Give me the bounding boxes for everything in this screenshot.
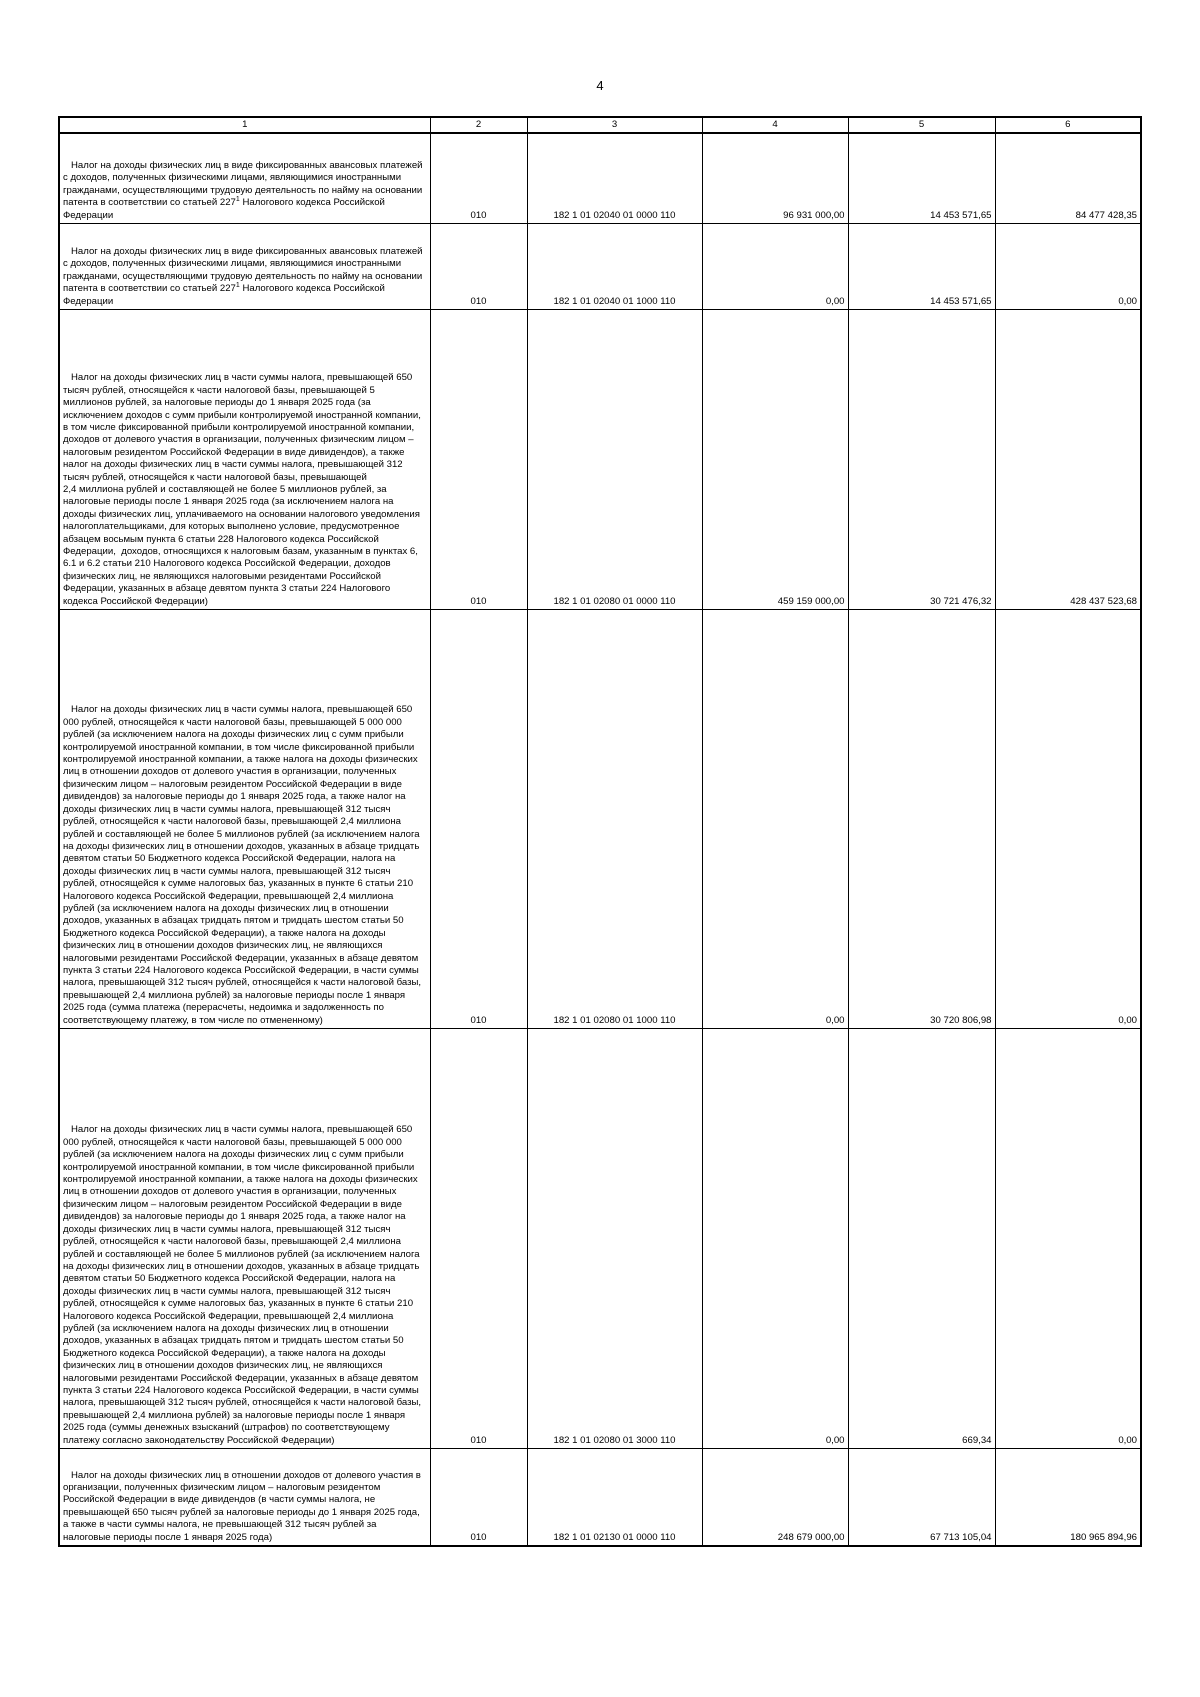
header-row: [59, 117, 1141, 133]
revenue-table: [58, 116, 1142, 1547]
table-row: [59, 224, 1141, 310]
row-name-text: Налог на доходы физических лиц в отношении доходов от долевого участия в организации, полученных физическим лицом – налоговым резидентом Российской Федерации в виде дивидендов (в части суммы налога, не превышающей 650 тысяч рублей за налоговые периоды до 1 января 2025 года, а также в части суммы налога, не превышающей 312 тысяч рублей за налоговые периоды после 1 января 2025 года): [63, 1469, 424, 1543]
remaining-amount: 0,00: [995, 610, 1141, 1029]
remaining-amount: 84 477 428,35: [995, 133, 1141, 224]
row-name-superscript: 1: [235, 196, 240, 203]
line-code: 010: [430, 224, 527, 310]
approved-amount: 0,00: [702, 1029, 848, 1449]
line-code: 010: [430, 310, 527, 610]
approved-amount: 459 159 000,00: [702, 310, 848, 610]
row-name-text-end: Налогового кодекса Российской Федерации: [63, 283, 388, 307]
remaining-amount: 0,00: [995, 224, 1141, 310]
row-name-text: Налог на доходы физических лиц в виде фиксированных авансовых платежей с доходов, полученных физическими лицами, являющимися иностранными гражданами, осуществляющими трудовую деятельность по найму на основании патента в соответствии со статьей 227: [63, 159, 426, 209]
approved-amount: 0,00: [702, 224, 848, 310]
line-code: 010: [430, 1029, 527, 1449]
row-name: [59, 310, 430, 610]
line-code: 010: [430, 610, 527, 1029]
row-name: [59, 610, 430, 1029]
executed-amount: 67 713 105,04: [848, 1449, 995, 1547]
row-name: [59, 224, 430, 310]
row-name-text: Налог на доходы физических лиц в части суммы налога, превышающей 650 000 рублей, относящейся к части налоговой базы, превышающей 5 000 000 рублей (за исключением налога на доходы физических лиц с сумм прибыли контролируемой иностранной компании, в том числе фиксированной прибыли контролируемой иностранной компании, а также налога на доходы физических лиц в отношении доходов от долевого участия в организации, полученных физическим лицом – налоговым резидентом Российской Федерации в виде дивидендов) за налоговые периоды до 1 января 2025 года, а также налог на доходы физических лиц в части суммы налога, превышающей 312 тысяч рублей, относящейся к части налоговой базы, превышающей 2,4 миллиона рублей и составляющей не более 5 миллионов рублей (за исключением налога на доходы физических лиц в отношении доходов, указанных в абзаце тридцать девятом статьи 50 Бюджетного кодекса Российской Федерации, налога на доходы физических лиц в части суммы налога, превышающей 312 тысяч рублей, относящейся к сумме налоговых баз, указанных в пункте 6 статьи 210 Налогового кодекса Российской Федерации, превышающей 2,4 миллиона рублей (за исключением налога на доходы физических лиц в отношении доходов, указанных в абзацах тридцать пятом и тридцать шестом статьи 50 Бюджетного кодекса Российской Федерации), а также налога на доходы физических лиц в отношении доходов физических лиц, не являющихся налоговыми резидентами Российской Федерации, указанных в абзаце девятом пункта 3 статьи 224 Налогового кодекса Российской Федерации, в части суммы налога, превышающей 312 тысяч рублей, относящейся к части налоговой базы, превышающей 2,4 миллиона рублей) за налоговые периоды после 1 января 2025 года (суммы денежных взысканий (штрафов) по соответствующему платежу согласно законодательству Российской Федерации): [63, 1124, 424, 1446]
table-row: [59, 310, 1141, 610]
line-code: 010: [430, 133, 527, 224]
line-code: 010: [430, 1449, 527, 1547]
budget-code: 182 1 01 02080 01 0000 110: [527, 310, 702, 610]
remaining-amount: 0,00: [995, 1029, 1141, 1449]
row-name-text: Налог на доходы физических лиц в виде фиксированных авансовых платежей с доходов, полученных физическими лицами, являющимися иностранными гражданами, осуществляющими трудовую деятельность по найму на основании патента в соответствии со статьей 227: [63, 245, 426, 295]
budget-code: 182 1 01 02080 01 3000 110: [527, 1029, 702, 1449]
row-name-text: Налог на доходы физических лиц в части суммы налога, превышающей 650 тысяч рублей, относящейся к части налоговой базы, превышающей 5 миллионов рублей, за налоговые периоды до 1 января 2025 года (за исключением доходов с сумм прибыли контролируемой иностранной компании, в том числе фиксированной прибыли контролируемой иностранной компании, доходов от долевого участия в организации, полученных физическим лицом – налоговым резидентом Российской Федерации в виде дивидендов), а также налог на доходы физических лиц в части суммы налога, превышающей 312 тысяч рублей, относящейся к части налоговой базы, превышающей 2,4 миллиона рублей и составляющей не более 5 миллионов рублей, за налоговые периоды после 1 января 2025 года (за исключением налога на доходы физических лиц, уплачиваемого на основании налогового уведомления налогоплательщиками, для которых выполнено условие, предусмотренное абзацем восьмым пункта 6 статьи 228 Налогового кодекса Российской Федерации, доходов, относящихся к налоговым базам, указанным в пунктах 6, 6.1 и 6.2 статьи 210 Налогового кодекса Российской Федерации, доходов физических лиц, не являющихся налоговыми резидентами Российской Федерации, указанных в абзаце девятом пункта 3 статьи 224 Налогового кодекса Российской Федерации): [63, 372, 421, 607]
table-row: [59, 133, 1141, 224]
column-header: 6: [995, 117, 1141, 133]
table-row: [59, 610, 1141, 1029]
budget-code: 182 1 01 02040 01 1000 110: [527, 224, 702, 310]
row-name-text: Налог на доходы физических лиц в части суммы налога, превышающей 650 000 рублей, относящейся к части налоговой базы, превышающей 5 000 000 рублей (за исключением налога на доходы физических лиц с сумм прибыли контролируемой иностранной компании, в том числе фиксированной прибыли контролируемой иностранной компании, а также налога на доходы физических лиц в отношении доходов от долевого участия в организации, полученных физическим лицом – налоговым резидентом Российской Федерации в виде дивидендов) за налоговые периоды до 1 января 2025 года, а также налог на доходы физических лиц в части суммы налога, превышающей 312 тысяч рублей, относящейся к части налоговой базы, превышающей 2,4 миллиона рублей и составляющей не более 5 миллионов рублей (за исключением налога на доходы физических лиц в отношении доходов, указанных в абзаце тридцать девятом статьи 50 Бюджетного кодекса Российской Федерации, налога на доходы физических лиц в части суммы налога, превышающей 312 тысяч рублей, относящейся к сумме налоговых баз, указанных в пункте 6 статьи 210 Налогового кодекса Российской Федерации, превышающей 2,4 миллиона рублей (за исключением налога на доходы физических лиц в отношении доходов, указанных в абзацах тридцать пятом и тридцать шестом статьи 50 Бюджетного кодекса Российской Федерации), а также налога на доходы физических лиц в отношении доходов физических лиц, не являющихся налоговыми резидентами Российской Федерации, указанных в абзаце девятом пункта 3 статьи 224 Налогового кодекса Российской Федерации, в части суммы налога, превышающей 312 тысяч рублей, относящейся к части налоговой базы, превышающей 2,4 миллиона рублей) за налоговые периоды после 1 января 2025 года (сумма платежа (перерасчеты, недоимка и задолженность по соответствующему платежу, в том числе по отмененному): [63, 704, 424, 1026]
row-name-superscript: 1: [235, 282, 240, 289]
approved-amount: 248 679 000,00: [702, 1449, 848, 1547]
column-header: 2: [430, 117, 527, 133]
approved-amount: 0,00: [702, 610, 848, 1029]
row-name-text-end: Налогового кодекса Российской Федерации: [63, 197, 388, 221]
row-name: [59, 1449, 430, 1547]
executed-amount: 669,34: [848, 1029, 995, 1449]
column-header: 1: [59, 117, 430, 133]
row-name: [59, 133, 430, 224]
remaining-amount: 180 965 894,96: [995, 1449, 1141, 1547]
approved-amount: 96 931 000,00: [702, 133, 848, 224]
budget-code: 182 1 01 02130 01 0000 110: [527, 1449, 702, 1547]
column-header: 5: [848, 117, 995, 133]
executed-amount: 14 453 571,65: [848, 224, 995, 310]
page-number: 4: [596, 78, 604, 93]
remaining-amount: 428 437 523,68: [995, 310, 1141, 610]
table-row: [59, 1449, 1141, 1547]
executed-amount: 14 453 571,65: [848, 133, 995, 224]
executed-amount: 30 721 476,32: [848, 310, 995, 610]
column-header: 4: [702, 117, 848, 133]
row-name: [59, 1029, 430, 1449]
budget-code: 182 1 01 02040 01 0000 110: [527, 133, 702, 224]
column-header: 3: [527, 117, 702, 133]
executed-amount: 30 720 806,98: [848, 610, 995, 1029]
table-row: [59, 1029, 1141, 1449]
budget-code: 182 1 01 02080 01 1000 110: [527, 610, 702, 1029]
